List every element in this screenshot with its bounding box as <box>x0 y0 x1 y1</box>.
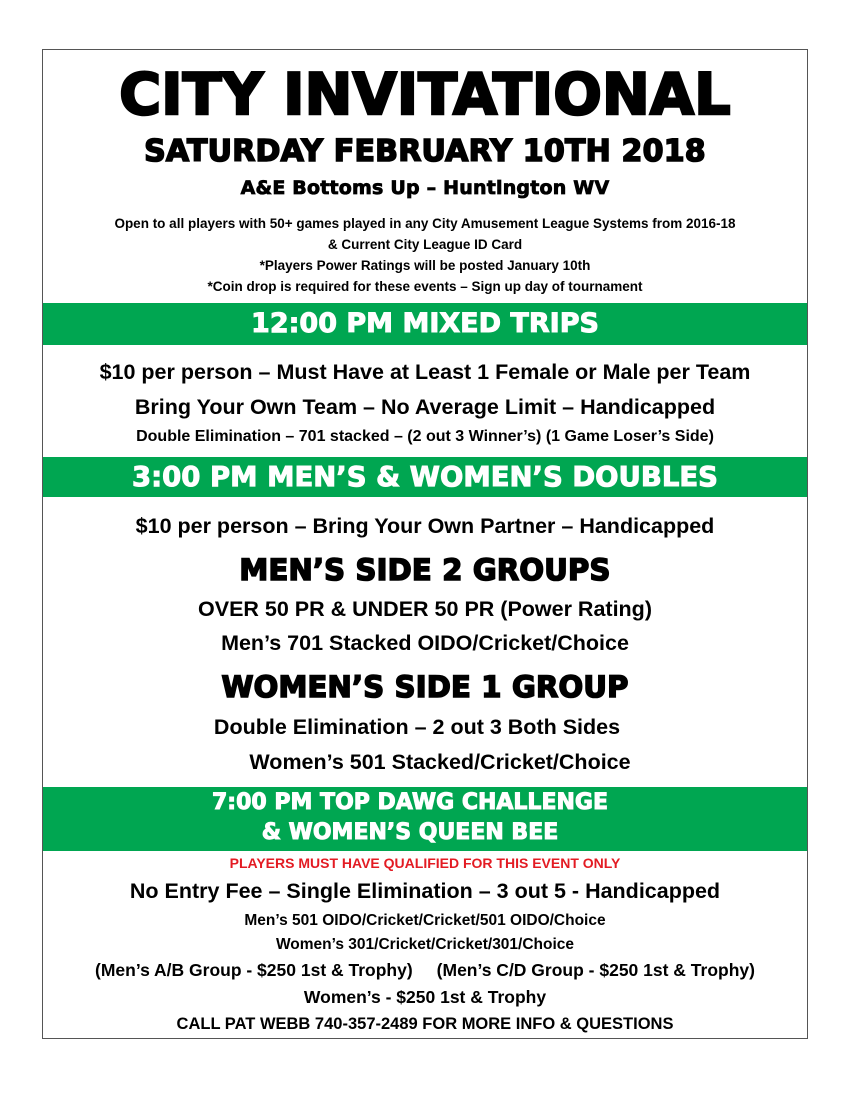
eligibility-line-1: Open to all players with 50+ games played in any City Amusement League Systems from 2016-18 <box>114 216 736 231</box>
womens-line-2: Women’s 501 Stacked/Cricket/Choice <box>249 750 631 774</box>
event1-banner <box>43 303 807 345</box>
event2-banner <box>43 457 807 497</box>
flyer-title: CITY INVITATIONAL <box>119 62 731 128</box>
coin-drop-note: *Coin drop is required for these events – Sign up day of tournament <box>207 279 643 294</box>
flyer-frame <box>42 49 808 1039</box>
mens-games: Men’s 501 OIDO/Cricket/Cricket/501 OIDO/Choice <box>244 912 606 929</box>
event3-banner <box>43 787 807 851</box>
event2-heading: 3:00 PM MEN’S & WOMEN’S DOUBLES <box>132 461 718 493</box>
prize-ab: (Men’s A/B Group - $250 1st & Trophy) <box>95 960 413 980</box>
eligibility-line-2: & Current City League ID Card <box>327 237 523 252</box>
event2-line-1: $10 per person – Bring Your Own Partner – Handicapped <box>135 514 715 538</box>
event3-heading-1: 7:00 PM TOP DAWG CHALLENGE <box>212 790 608 815</box>
qualify-note: PLAYERS MUST HAVE QUALIFIED FOR THIS EVENT ONLY <box>229 855 621 871</box>
event-date: SATURDAY FEBRUARY 10TH 2018 <box>144 134 706 169</box>
contact-line: CALL PAT WEBB 740-357-2489 FOR MORE INFO & QUESTIONS <box>176 1015 674 1033</box>
prize-cd: (Men’s C/D Group - $250 1st & Trophy) <box>436 960 755 980</box>
mens-side-heading: MEN’S SIDE 2 GROUPS <box>239 553 611 587</box>
womens-side-heading: WOMEN’S SIDE 1 GROUP <box>221 670 629 704</box>
event1-heading: 12:00 PM MIXED TRIPS <box>251 308 599 339</box>
womens-games: Women’s 301/Cricket/Cricket/301/Choice <box>275 936 575 953</box>
event3-heading-2: & WOMEN’S QUEEN BEE <box>261 820 559 845</box>
venue: A&E Bottoms Up – Huntington WV <box>240 177 610 199</box>
ratings-note: *Players Power Ratings will be posted January 10th <box>259 258 591 273</box>
prize-row <box>43 957 807 983</box>
womens-line-1: Double Elimination – 2 out 3 Both Sides <box>213 715 621 739</box>
event1-line-3: Double Elimination – 701 stacked – (2 out 3 Winner’s) (1 Game Loser’s Side) <box>136 428 714 445</box>
prize-women: Women’s - $250 1st & Trophy <box>303 987 547 1007</box>
mens-line-2: Men’s 701 Stacked OIDO/Cricket/Choice <box>221 631 629 655</box>
event3-line-1: No Entry Fee – Single Elimination – 3 out 5 - Handicapped <box>129 879 721 903</box>
event1-line-1: $10 per person – Must Have at Least 1 Female or Male per Team <box>99 360 751 384</box>
mens-line-1: OVER 50 PR & UNDER 50 PR (Power Rating) <box>198 597 652 621</box>
event1-line-2: Bring Your Own Team – No Average Limit – Handicapped <box>134 395 716 419</box>
